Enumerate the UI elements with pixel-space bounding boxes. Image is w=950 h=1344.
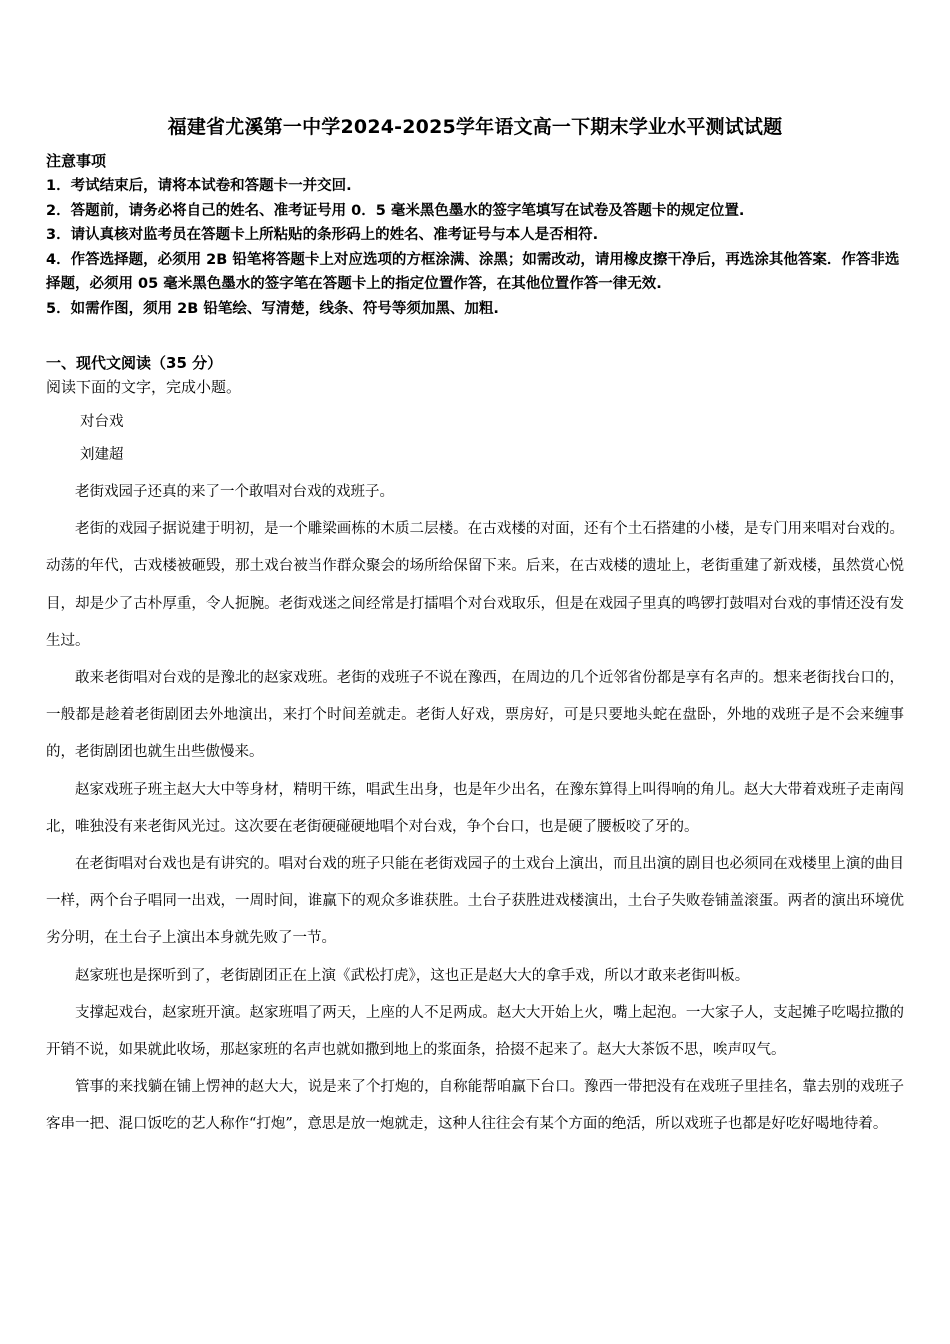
section-instruction: 阅读下面的文字，完成小题。 xyxy=(46,378,242,396)
article-paragraph: 管事的来找躺在铺上愣神的赵大大，说是来了个打炮的，自称能帮咱赢下台口。豫西一带把没有在戏班子里挂名，靠去别的戏班子客串一把、混口饭吃的艺人称作“打炮”，意思是放一炮就走，这种人往往会有某个方面的绝活，所以戏班子也都是好吃好喝地待着。 xyxy=(46,1079,904,1133)
section-heading: 一、现代文阅读（35 分） xyxy=(46,354,223,372)
exam-title: 福建省尤溪第一中学2024-2025学年语文高一下期末学业水平测试试题 xyxy=(167,116,783,138)
article-paragraph: 在老街唱对台戏也是有讲究的。唱对台戏的班子只能在老街戏园子的土戏台上演出，而且出演的剧目也必须同在戏楼里上演的曲目一样，两个台子唱同一出戏，一周时间，谁赢下的观众多谁获胜。土台子获胜进戏楼演出，土台子失败卷铺盖滚蛋。两者的演出环境优劣分明，在土台子上演出本身就先败了一节。 xyxy=(46,856,904,947)
note-item: 5．如需作图，须用 2B 铅笔绘、写清楚，线条、符号等须加黑、加粗. xyxy=(46,300,499,317)
article-paragraph: 赵家戏班子班主赵大大中等身材，精明干练，唱武生出身，也是年少出名，在豫东算得上叫得响的角儿。赵大大带着戏班子走南闯北，唯独没有来老街风光过。这次要在老街硬碰硬地唱个对台戏，争个台口，也是硬了腰板咬了牙的。 xyxy=(46,781,904,835)
article-paragraph: 赵家班也是探听到了，老街剧团正在上演《武松打虎》，这也正是赵大大的拿手戏，所以才敢来老街叫板。 xyxy=(75,967,750,984)
note-item: 2．答题前，请务必将自己的姓名、准考证号用 0．5 毫米黑色墨水的签字笔填写在试卷及答题卡的规定位置. xyxy=(46,202,745,219)
article-paragraph: 敢来老街唱对台戏的是豫北的赵家戏班。老街的戏班子不说在豫西，在周边的几个近邻省份都是享有名声的。想来老街找台口的，一般都是趁着老街剧团去外地演出，来打个时间差就走。老街人好戏，票房好，可是只要地头蛇在盘卧，外地的戏班子是不会来缠事的，老街剧团也就生出些傲慢来。 xyxy=(46,670,904,761)
note-item: 1．考试结束后，请将本试卷和答题卡一并交回. xyxy=(46,178,352,194)
article-title: 对台戏 xyxy=(80,414,124,430)
note-item: 3．请认真核对监考员在答题卡上所粘贴的条形码上的姓名、准考证号与本人是否相符. xyxy=(46,227,599,243)
article-author: 刘建超 xyxy=(80,447,124,463)
article-paragraph: 支撑起戏台，赵家班开演。赵家班唱了两天，上座的人不足两成。赵大大开始上火，嘴上起泡。一大家子人，支起摊子吃喝拉撒的开销不说，如果就此收场，那赵家班的名声也就如撒到地上的浆面条，拾掇不起来了。赵大大茶饭不思，唉声叹气。 xyxy=(46,1004,904,1059)
note-item: 4．作答选择题，必须用 2B 铅笔将答题卡上对应选项的方框涂满、涂黑；如需改动，请用橡皮擦干净后，再选涂其他答案．作答非选择题，必须用 05 毫米黑色墨水的签字笔在答题卡上的指定位置作答，在其他位置作答一律无效. xyxy=(46,251,900,292)
article-paragraph: 老街戏园子还真的来了一个敢唱对台戏的戏班子。 xyxy=(75,484,394,500)
article-paragraph: 老街的戏园子据说建于明初，是一个雕梁画栋的木质二层楼。在古戏楼的对面，还有个土石搭建的小楼，是专门用来唱对台戏的。动荡的年代，古戏楼被砸毁，那土戏台被当作群众聚会的场所给保留下来。后来，在古戏楼的遗址上，老街重建了新戏楼，虽然赏心悦目，却是少了古朴厚重，令人扼腕。老街戏迷之间经常是打擂唱个对台戏取乐，但是在戏园子里真的鸣锣打鼓唱对台戏的事情还没有发生过。 xyxy=(46,521,904,649)
notes-list xyxy=(46,174,908,321)
notes-heading: 注意事项 xyxy=(46,152,107,170)
article-body xyxy=(46,474,904,1144)
